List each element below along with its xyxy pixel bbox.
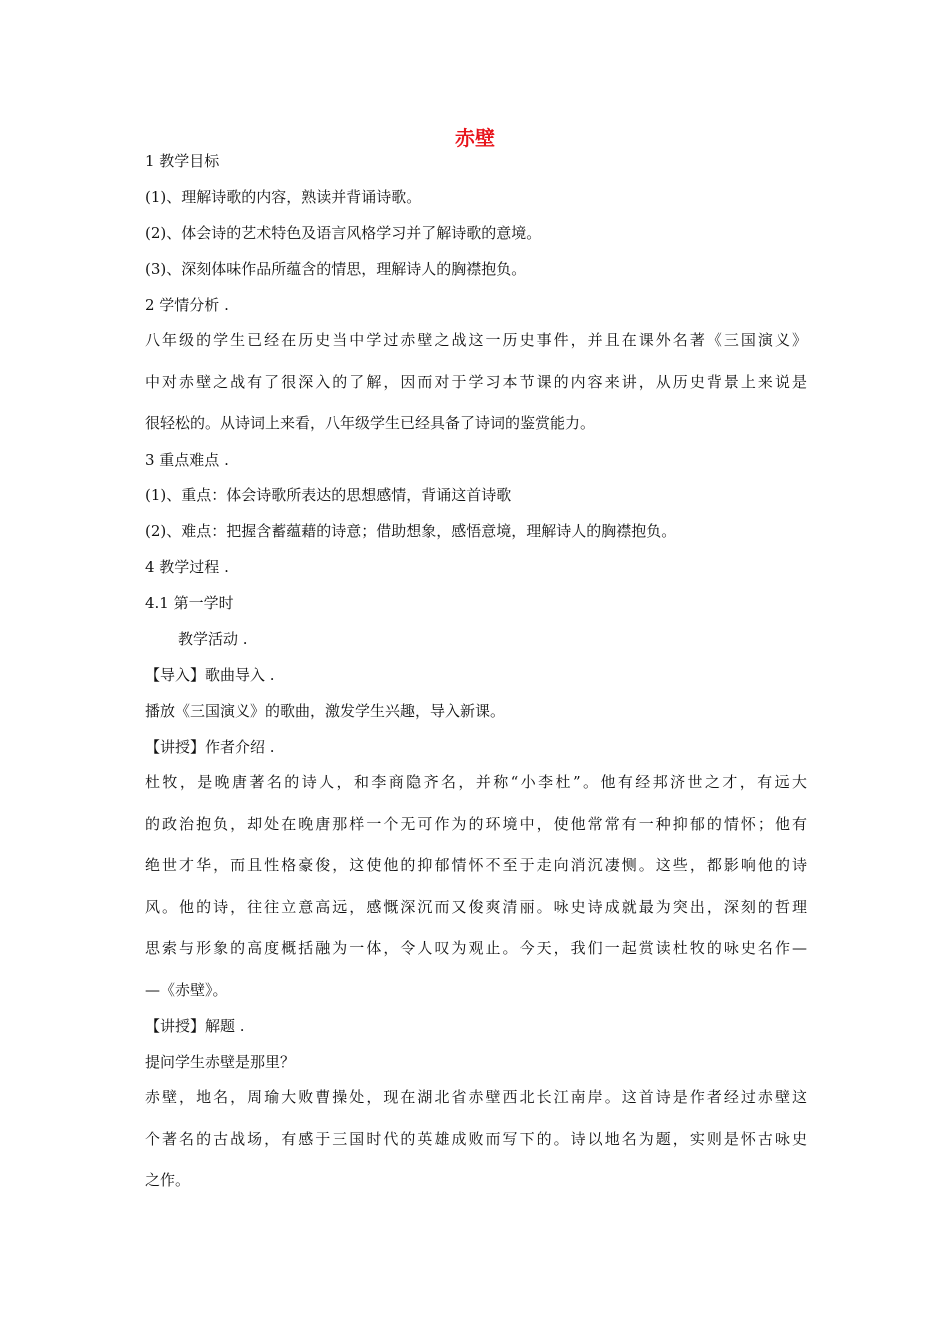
section-heading-teaching-goals: 1 教学目标 xyxy=(145,152,220,170)
paragraph-line: 个著名的古战场，有感于三国时代的英雄成败而写下的。诗以地名为题，实则是怀古咏史 xyxy=(145,1130,807,1148)
paragraph-line: 中对赤壁之战有了很深入的了解，因而对于学习本节课的内容来讲，从历史背景上来说是 xyxy=(145,373,807,391)
section-heading-teaching-process: 4 教学过程 . xyxy=(145,558,229,576)
activity-heading: 教学活动 . xyxy=(178,630,248,648)
goal-item-2: (2)、体会诗的艺术特色及语言风格学习并了解诗歌的意境。 xyxy=(145,224,542,242)
goal-item-3: (3)、深刻体味作品所蕴含的情思，理解诗人的胸襟抱负。 xyxy=(145,260,527,278)
paragraph-line: 风。他的诗，往往立意高远，感慨深沉而又俊爽清丽。咏史诗成就最为突出，深刻的哲理 xyxy=(145,898,807,916)
paragraph-line: 思索与形象的高度概括融为一体，令人叹为观止。今天，我们一起赏读杜牧的咏史名作— xyxy=(145,939,807,957)
paragraph-line: 很轻松的。从诗词上来看，八年级学生已经具备了诗词的鉴赏能力。 xyxy=(145,414,596,432)
step-heading-title-explanation: 【讲授】解题 . xyxy=(145,1017,245,1035)
paragraph-line: 杜牧，是晚唐著名的诗人，和李商隐齐名，并称“小李杜”。他有经邦济世之才，有远大 xyxy=(145,773,807,791)
subsection-heading-first-lesson: 4.1 第一学时 xyxy=(145,594,234,612)
paragraph-line: 八年级的学生已经在历史当中学过赤壁之战这一历史事件，并且在课外名著《三国演义》 xyxy=(145,331,807,349)
paragraph-line: —《赤壁》。 xyxy=(145,981,228,999)
paragraph-line: 之作。 xyxy=(145,1171,191,1189)
step-heading-author-intro: 【讲授】作者介绍 . xyxy=(145,738,275,756)
paragraph-line: 赤壁，地名，周瑜大败曹操处，现在湖北省赤壁西北长江南岸。这首诗是作者经过赤壁这 xyxy=(145,1088,807,1106)
goal-item-1: (1)、理解诗歌的内容，熟读并背诵诗歌。 xyxy=(145,188,422,206)
key-point-item: (1)、重点：体会诗歌所表达的思想感情，背诵这首诗歌 xyxy=(145,486,512,504)
document-title: 赤壁 xyxy=(455,126,495,150)
paragraph-line: 播放《三国演义》的歌曲，激发学生兴趣，导入新课。 xyxy=(145,702,506,720)
paragraph-line: 的政治抱负，却处在晚唐那样一个无可作为的环境中，使他常常有一种抑郁的情怀；他有 xyxy=(145,815,807,833)
section-heading-student-analysis: 2 学情分析 . xyxy=(145,296,229,314)
paragraph-line: 提问学生赤壁是那里？ xyxy=(145,1053,296,1071)
step-heading-introduction: 【导入】歌曲导入 . xyxy=(145,666,275,684)
paragraph-line: 绝世才华，而且性格豪俊，这使他的抑郁情怀不至于走向消沉凄恻。这些，都影响他的诗 xyxy=(145,856,807,874)
difficult-point-item: (2)、难点：把握含蓄蕴藉的诗意；借助想象，感悟意境，理解诗人的胸襟抱负。 xyxy=(145,522,677,540)
section-heading-key-points: 3 重点难点 . xyxy=(145,451,229,469)
